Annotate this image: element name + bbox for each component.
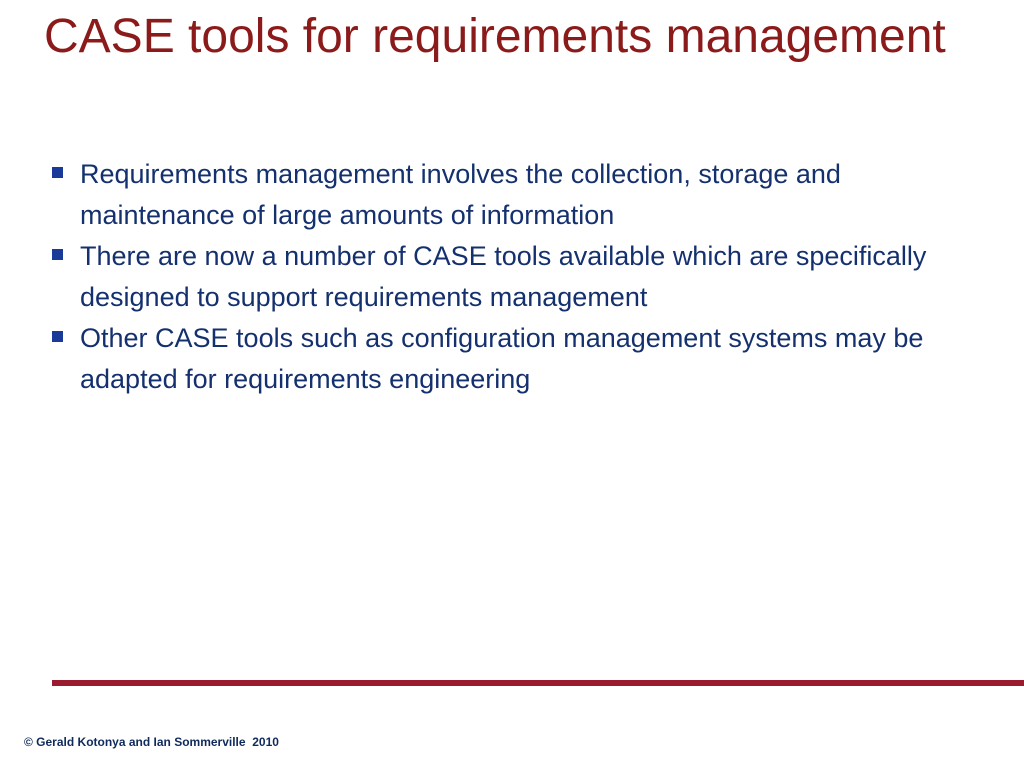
- square-bullet-icon: [52, 331, 63, 342]
- bullet-item: [50, 318, 980, 400]
- slide-title: CASE tools for requirements management: [44, 10, 946, 63]
- bullet-text: Other CASE tools such as configuration management systems may be adapted for requirements engineering: [80, 323, 924, 394]
- bullet-item: [50, 236, 980, 318]
- square-bullet-icon: [52, 249, 63, 260]
- bullet-list: [50, 154, 980, 400]
- bullet-item: [50, 154, 980, 236]
- footer-rule: [52, 680, 1024, 686]
- bullet-text: There are now a number of CASE tools available which are specifically designed to support requirements management: [80, 241, 927, 312]
- footer-copyright: © Gerald Kotonya and Ian Sommerville 2010: [24, 735, 279, 749]
- square-bullet-icon: [52, 167, 63, 178]
- bullet-text: Requirements management involves the collection, storage and maintenance of large amounts of information: [80, 159, 841, 230]
